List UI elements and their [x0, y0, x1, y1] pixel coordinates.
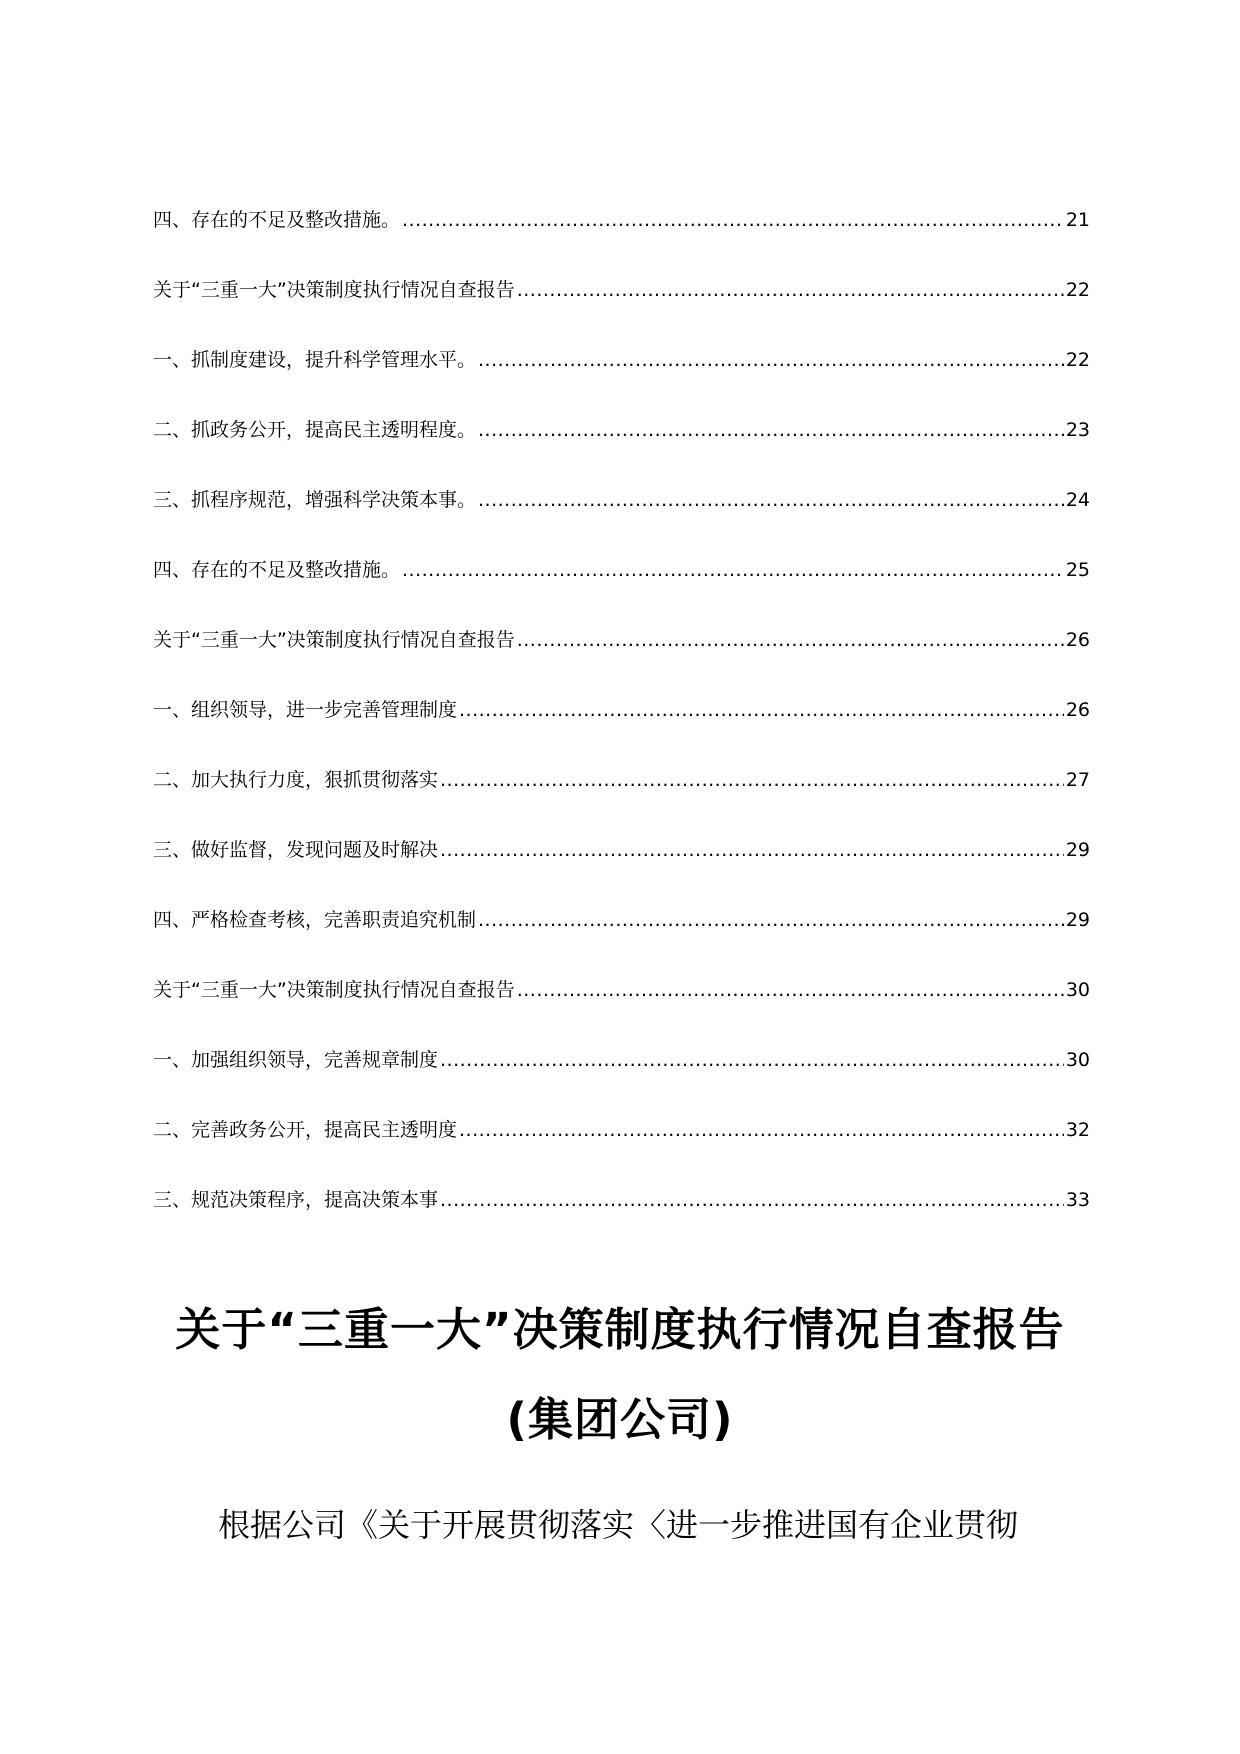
toc-page-number: 22: [1065, 279, 1090, 301]
toc-entry[interactable]: [153, 485, 1090, 515]
toc-entry-text: 关于“三重一大”决策制度执行情况自查报告: [153, 279, 515, 301]
toc-leader-dots: [517, 275, 1064, 305]
toc-leader-dots: [440, 835, 1064, 865]
toc-page-number: 26: [1065, 699, 1090, 721]
body-paragraph: 根据公司《关于开展贯彻落实〈进一步推进国有企业贯彻: [218, 1506, 1019, 1544]
toc-leader-dots: [402, 205, 1064, 235]
toc-leader-dots: [440, 765, 1064, 795]
toc-entry[interactable]: [153, 765, 1090, 795]
toc-entry[interactable]: [153, 555, 1090, 585]
toc-entry[interactable]: [153, 905, 1090, 935]
toc-entry-text: 三、做好监督，发现问题及时解决: [153, 839, 439, 861]
toc-leader-dots: [478, 905, 1064, 935]
toc-leader-dots: [478, 485, 1064, 515]
document-title: 关于“三重一大”决策制度执行情况自查报告: [175, 1303, 1065, 1356]
toc-page-number: 30: [1065, 1049, 1090, 1071]
toc-entry-text: 关于“三重一大”决策制度执行情况自查报告: [153, 979, 515, 1001]
toc-entry[interactable]: [153, 275, 1090, 305]
toc-page-number: 27: [1065, 769, 1090, 791]
toc-leader-dots: [517, 975, 1064, 1005]
toc-entry-text: 一、加强组织领导，完善规章制度: [153, 1049, 439, 1071]
toc-entry-text: 三、规范决策程序，提高决策本事: [153, 1189, 439, 1211]
toc-leader-dots: [440, 1185, 1064, 1215]
toc-leader-dots: [402, 555, 1064, 585]
toc-entry-text: 一、组织领导，进一步完善管理制度: [153, 699, 458, 721]
toc-page-number: 32: [1065, 1119, 1090, 1141]
toc-page-number: 22: [1065, 349, 1090, 371]
toc-entry[interactable]: [153, 1115, 1090, 1145]
toc-page-number: 30: [1065, 979, 1090, 1001]
document-subtitle: (集团公司): [506, 1393, 734, 1446]
toc-entry-text: 关于“三重一大”决策制度执行情况自查报告: [153, 629, 515, 651]
toc-leader-dots: [459, 1115, 1064, 1145]
toc-leader-dots: [478, 415, 1064, 445]
toc-page-number: 23: [1065, 419, 1090, 441]
toc-page-number: 26: [1065, 629, 1090, 651]
toc-entry-text: 一、抓制度建设，提升科学管理水平。: [153, 349, 477, 371]
toc-page-number: 29: [1065, 839, 1090, 861]
toc-leader-dots: [440, 1045, 1064, 1075]
toc-page-number: 24: [1065, 489, 1090, 511]
toc-entry[interactable]: [153, 835, 1090, 865]
toc-page-number: 29: [1065, 909, 1090, 931]
toc-entry[interactable]: [153, 695, 1090, 725]
toc-entry[interactable]: [153, 205, 1090, 235]
toc-entry[interactable]: [153, 345, 1090, 375]
toc-entry-text: 二、完善政务公开，提高民主透明度: [153, 1119, 458, 1141]
toc-entry-text: 四、严格检查考核，完善职责追究机制: [153, 909, 477, 931]
toc-entry-text: 四、存在的不足及整改措施。: [153, 559, 401, 581]
toc-entry-text: 二、加大执行力度，狠抓贯彻落实: [153, 769, 439, 791]
toc-page-number: 21: [1065, 209, 1090, 231]
toc-entry-text: 四、存在的不足及整改措施。: [153, 209, 401, 231]
toc-entry[interactable]: [153, 1185, 1090, 1215]
toc-leader-dots: [478, 345, 1064, 375]
toc-entry[interactable]: [153, 415, 1090, 445]
toc-leader-dots: [459, 695, 1064, 725]
toc-leader-dots: [517, 625, 1064, 655]
toc-entry-text: 三、抓程序规范，增强科学决策本事。: [153, 489, 477, 511]
toc-page-number: 33: [1065, 1189, 1090, 1211]
toc-page-number: 25: [1065, 559, 1090, 581]
toc-entry[interactable]: [153, 975, 1090, 1005]
toc-entry[interactable]: [153, 625, 1090, 655]
toc-entry-text: 二、抓政务公开，提高民主透明程度。: [153, 419, 477, 441]
toc-entry[interactable]: [153, 1045, 1090, 1075]
